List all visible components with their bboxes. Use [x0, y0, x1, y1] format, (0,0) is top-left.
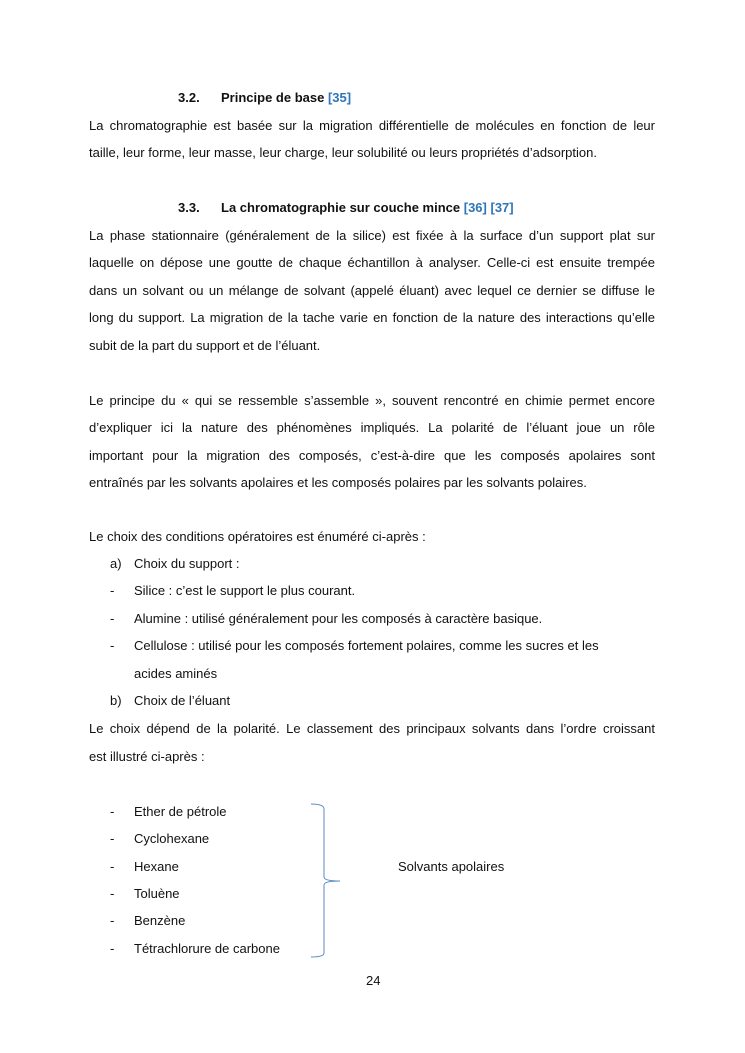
- solvent-item: [110, 940, 280, 958]
- citation-link[interactable]: [37]: [490, 200, 514, 215]
- list-text: Alumine : utilisé généralement pour les composés à caractère basique.: [134, 611, 543, 626]
- paragraph-line: dans un solvant ou un mélange de solvant (appelé éluant) avec lequel ce dernier se diffuse le: [89, 283, 655, 298]
- citation-link[interactable]: [36]: [463, 200, 487, 215]
- list-text: Benzène: [134, 913, 186, 928]
- paragraph-line: Le choix dépend de la polarité. Le classement des principaux solvants dans l’ordre croissant: [89, 721, 655, 736]
- list-marker: -: [110, 886, 115, 901]
- list-marker: -: [110, 804, 115, 819]
- list-item: [110, 637, 599, 655]
- list-text: acides aminés: [134, 666, 218, 681]
- paragraph-line: long du support. La migration de la tache varie en fonction de la nature des interactions qu’elle: [89, 310, 655, 325]
- list-marker: -: [110, 583, 115, 598]
- list-item: [110, 692, 230, 710]
- solvent-item: [110, 912, 185, 930]
- paragraph-line: subit de la part du support et de l’éluant.: [89, 338, 321, 353]
- list-text: Cyclohexane: [134, 831, 210, 846]
- list-text: Cellulose : utilisé pour les composés fortement polaires, comme les sucres et les: [134, 638, 599, 653]
- paragraph-line: Le choix des conditions opératoires est énuméré ci-après :: [89, 529, 426, 544]
- list-marker: -: [110, 913, 115, 928]
- paragraph-line: important pour la migration des composés, c’est-à-dire que les composés apolaires sont: [89, 448, 655, 463]
- list-text: Toluène: [134, 886, 180, 901]
- list-marker: a): [110, 556, 122, 571]
- paragraph-line: d’expliquer ici la nature des phénomènes impliqués. La polarité de l’éluant joue un rôle: [89, 420, 655, 435]
- heading-3-3: [178, 199, 514, 217]
- paragraph-line: La phase stationnaire (généralement de la silice) est fixée à la surface d’un support plat sur: [89, 228, 655, 243]
- list-text: Choix du support :: [134, 556, 240, 571]
- paragraph-line: La chromatographie est basée sur la migration différentielle de molécules en fonction de leur: [89, 118, 655, 133]
- list-text: Ether de pétrole: [134, 804, 227, 819]
- section-title: La chromatographie sur couche mince: [221, 200, 461, 215]
- paragraph-line: laquelle on dépose une goutte de chaque échantillon à analyser. Celle-ci est ensuite trempée: [89, 255, 655, 270]
- list-item: [110, 610, 542, 628]
- list-text: Choix de l’éluant: [134, 693, 231, 708]
- list-marker: -: [110, 638, 115, 653]
- paragraph-line: est illustré ci-après :: [89, 749, 205, 764]
- right-brace-icon: [310, 803, 350, 959]
- group-label: Solvants apolaires: [398, 859, 505, 874]
- list-marker: b): [110, 693, 122, 708]
- paragraph-line: taille, leur forme, leur masse, leur charge, leur solubilité ou leurs propriétés d’adsorption.: [89, 145, 597, 160]
- list-marker: -: [110, 611, 115, 626]
- section-title: Principe de base: [221, 90, 325, 105]
- list-item: [110, 582, 355, 600]
- heading-3-2: [178, 89, 351, 107]
- paragraph-line: entraînés par les solvants apolaires et les composés polaires par les solvants polaires.: [89, 475, 587, 490]
- solvent-item: [110, 885, 180, 903]
- list-text: Silice : c’est le support le plus courant.: [134, 583, 356, 598]
- list-item: [110, 665, 217, 683]
- solvent-item: [110, 858, 179, 876]
- list-marker: -: [110, 831, 115, 846]
- list-text: Tétrachlorure de carbone: [134, 941, 280, 956]
- section-number: 3.3.: [178, 200, 200, 215]
- citation-link[interactable]: [35]: [327, 90, 352, 105]
- list-item: [110, 555, 240, 573]
- solvent-item: [110, 830, 209, 848]
- page-number: 24: [366, 973, 381, 988]
- list-text: Hexane: [134, 859, 179, 874]
- list-marker: -: [110, 941, 115, 956]
- list-marker: -: [110, 859, 115, 874]
- paragraph-line: Le principe du « qui se ressemble s’assemble », souvent rencontré en chimie permet encore: [89, 393, 655, 408]
- section-number: 3.2.: [178, 90, 200, 105]
- solvent-item: [110, 803, 227, 821]
